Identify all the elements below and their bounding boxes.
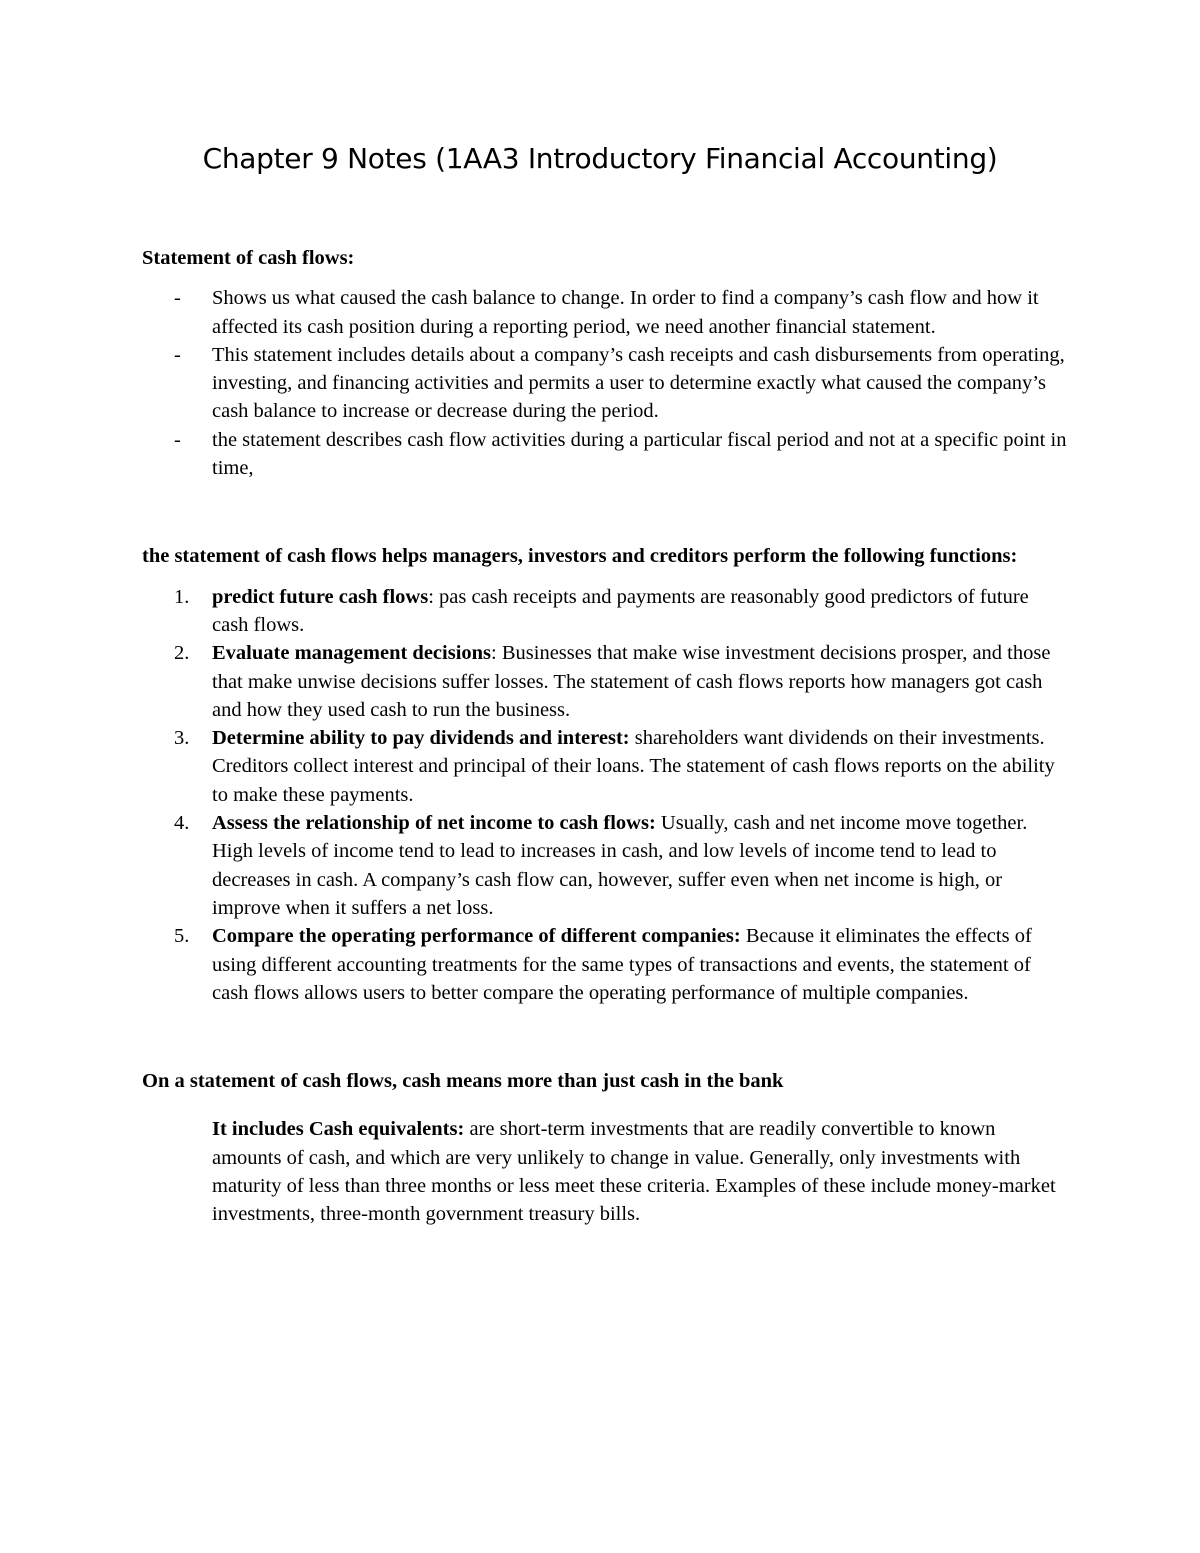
list-item-term: predict future cash flows [212, 585, 429, 608]
bullet-dash: - [174, 428, 181, 451]
page-title: Chapter 9 Notes (1AA3 Introductory Financial Accounting) [202, 142, 998, 175]
bullet-text: the statement describes cash flow activities during a particular fiscal period and not at a specific point in time, [212, 428, 1067, 480]
list-item [142, 724, 1067, 809]
paragraph-text: are short-term investments that are readily convertible to known amounts of cash, and which are very unlikely to change in value. Generally, only investments with maturity of less than three months or less meet these criteria. Examples of these include money-market investments, three-month government treasury bills. [212, 1118, 1056, 1226]
bullet-text: Shows us what caused the cash balance to change. In order to find a company’s cash flow and how it affected its cash position during a reporting period, we need another financial statement. [212, 287, 1039, 338]
paragraph-term: It includes Cash equivalents: [212, 1118, 465, 1141]
list-item-term: Assess the relationship of net income to cash flows: [212, 812, 656, 835]
spacer [142, 482, 1067, 542]
spacer [142, 1007, 1067, 1067]
list-item [142, 809, 1067, 922]
list-item-text: Usually, cash and net income move together. High levels of income tend to lead to increases in cash, and low levels of income tend to lead to decreases in cash. A company’s cash flow can, however, suffer even when net income is high, or improve when it suffers a net loss. [212, 812, 1028, 919]
list-number: 3. [174, 727, 190, 750]
list-item-term: Evaluate management decisions [212, 642, 492, 665]
list-item [142, 284, 1067, 341]
list-item-term: Determine ability to pay dividends and interest: [212, 727, 630, 750]
bullet-dash: - [174, 287, 181, 310]
list-item-text: Because it eliminates the effects of using different accounting treatments for the same types of transactions and events, the statement of cash flows allows users to better compare the operating performance of multiple companies. [212, 925, 1032, 1004]
cash-flows-bullet-list [142, 284, 1067, 482]
list-item-text: : pas cash receipts and payments are reasonably good predictors of future cash flows. [212, 585, 1029, 636]
list-item [142, 922, 1067, 1007]
bullet-text: This statement includes details about a company’s cash receipts and cash disbursements from operating, investing, and financing activities and permits a user to determine exactly what caused the company’s cash balance to increase or decrease during the period. [212, 343, 1065, 423]
list-item [142, 639, 1067, 724]
list-number: 2. [174, 642, 190, 665]
bullet-dash: - [174, 343, 181, 366]
list-item-text: : Businesses that make wise investment decisions prosper, and those that make unwise decisions suffer losses. The statement of cash flows reports how managers got cash and how they used cash to run the business. [212, 642, 1051, 721]
list-item [142, 426, 1067, 483]
list-item [142, 583, 1067, 640]
functions-numbered-list [142, 583, 1067, 1007]
list-number: 5. [174, 925, 190, 948]
cash-equivalents-paragraph [142, 1115, 1067, 1228]
list-item-text: shareholders want dividends on their investments. Creditors collect interest and principal of their loans. The statement of cash flows reports on the ability to make these payments. [212, 727, 1055, 806]
list-number: 4. [174, 812, 190, 835]
section-heading-functions: the statement of cash flows helps managers, investors and creditors perform the following functions: [142, 545, 1018, 568]
list-item [142, 341, 1067, 426]
section-heading-cash-meaning: On a statement of cash flows, cash means more than just cash in the bank [142, 1070, 784, 1093]
section-heading-cash-flows: Statement of cash flows: [142, 247, 355, 269]
document-body [142, 244, 1067, 1229]
list-item-term: Compare the operating performance of different companies: [212, 925, 741, 948]
list-number: 1. [174, 585, 190, 608]
